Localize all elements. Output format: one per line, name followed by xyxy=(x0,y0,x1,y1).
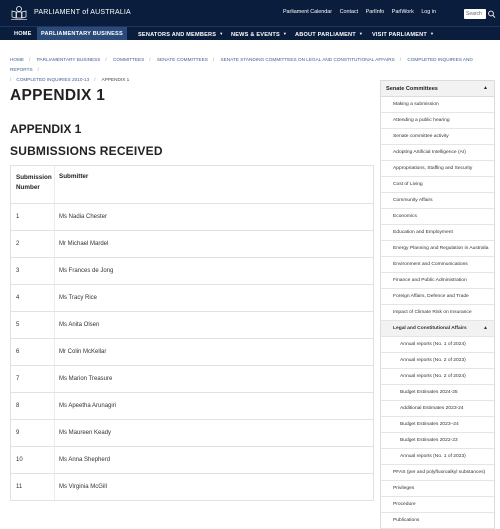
sidebar-item-label: Legal and Constitutional Affairs xyxy=(393,326,467,331)
nav-home-label: HOME xyxy=(14,31,32,37)
breadcrumb-separator: / xyxy=(399,57,402,62)
contact-link[interactable]: Contact xyxy=(339,9,359,15)
sidebar-item-label: Energy Planning and Regulation in Australia xyxy=(393,246,489,251)
collapse-arrow-icon[interactable]: ▲ xyxy=(483,325,488,331)
login-link[interactable]: Log in xyxy=(421,9,436,15)
sidebar-subitem[interactable] xyxy=(381,401,494,417)
sidebar-item[interactable] xyxy=(381,465,494,481)
sidebar-item-label: Community Affairs xyxy=(393,198,433,203)
sidebar-item[interactable] xyxy=(381,129,494,145)
column-divider xyxy=(54,285,55,311)
column-divider xyxy=(54,339,55,365)
column-header-number-line2: Number xyxy=(16,184,40,191)
table-row xyxy=(11,204,373,231)
sidebar-item-label: Senate committee activity xyxy=(393,134,449,139)
sidebar-subitem[interactable] xyxy=(381,433,494,449)
sidebar-item[interactable] xyxy=(381,113,494,129)
submission-number: 8 xyxy=(16,403,20,409)
sidebar-heading[interactable] xyxy=(381,81,494,97)
sidebar-item[interactable] xyxy=(381,497,494,513)
sidebar-subitem[interactable] xyxy=(381,449,494,465)
breadcrumb-parliamentary-business[interactable]: PARLIAMENTARY BUSINESS xyxy=(36,57,101,62)
sidebar-item-label: Additional Estimates 2023-24 xyxy=(400,406,464,411)
nav-visit-parliament[interactable] xyxy=(372,27,434,40)
submission-number: 9 xyxy=(16,430,20,436)
utility-links xyxy=(277,9,436,15)
search-input[interactable]: Search xyxy=(464,9,486,19)
nav-senators-and-members[interactable] xyxy=(138,27,223,40)
nav-home[interactable] xyxy=(14,27,32,40)
chevron-down-icon: ▼ xyxy=(282,31,288,36)
column-divider xyxy=(54,393,55,419)
sidebar-item-label: Budget Estimates 2023–24 xyxy=(400,422,459,427)
sidebar-item-label: Making a submission xyxy=(393,102,439,107)
collapse-arrow-icon[interactable]: ▲ xyxy=(483,85,488,91)
table-row xyxy=(11,312,373,339)
sidebar-subitem[interactable] xyxy=(381,385,494,401)
submitter-name: Mr Colin McKellar xyxy=(59,349,107,355)
page-title: APPENDIX 1 xyxy=(10,87,106,104)
submitter-name: Ms Virginia McGill xyxy=(59,484,107,490)
submission-number: 2 xyxy=(16,241,20,247)
sidebar-subitem[interactable] xyxy=(381,417,494,433)
table-row xyxy=(11,420,373,447)
submitter-name: Ms Nadia Chester xyxy=(59,214,108,220)
sidebar-item-label: Environment and Communications xyxy=(393,262,468,267)
sidebar-item-label: Publications xyxy=(393,518,420,523)
sidebar-item[interactable] xyxy=(381,241,494,257)
sidebar-item-label: Annual reports (No. 2 of 2023) xyxy=(400,358,466,363)
sidebar-item-label: Privileges xyxy=(393,486,415,491)
search-icon[interactable] xyxy=(487,9,496,19)
sidebar-item-label: Appropriations, Staffing and Security xyxy=(393,166,473,171)
sidebar-item-label: Procedure xyxy=(393,502,416,507)
sidebar-item[interactable] xyxy=(381,193,494,209)
parlwork-link[interactable]: ParlWork xyxy=(391,9,414,15)
parliament-calendar-link[interactable]: Parliament Calendar xyxy=(282,9,333,15)
coat-of-arms-logo[interactable] xyxy=(8,5,30,21)
sidebar-item[interactable] xyxy=(381,225,494,241)
nav-news-label: NEWS & EVENTS xyxy=(231,32,280,38)
submission-number: 6 xyxy=(16,349,20,355)
column-header-number-line1: Submission xyxy=(16,174,52,181)
submission-number: 10 xyxy=(16,457,23,463)
table-row xyxy=(11,366,373,393)
appendix-heading: APPENDIX 1 xyxy=(10,122,82,136)
submission-number: 1 xyxy=(16,214,20,220)
table-header xyxy=(11,166,373,204)
column-divider xyxy=(54,474,55,500)
sidebar-item-label: Annual reports (No. 1 of 2023) xyxy=(400,454,466,459)
sidebar-list xyxy=(381,97,494,529)
sidebar-item[interactable] xyxy=(381,177,494,193)
sidebar-item-label: Adopting Artificial Intelligence (AI) xyxy=(393,150,466,155)
breadcrumb-home[interactable]: HOME xyxy=(10,57,25,62)
site-name[interactable]: PARLIAMENT of AUSTRALIA xyxy=(34,9,131,16)
breadcrumb-completed-2010-13[interactable]: COMPLETED INQUIRIES 2010-13 xyxy=(16,77,90,82)
column-divider xyxy=(54,258,55,284)
submitter-name: Ms Frances de Jong xyxy=(59,268,114,274)
nav-senators-label: SENATORS AND MEMBERS xyxy=(138,32,217,38)
breadcrumb-separator: / xyxy=(37,67,39,72)
submitter-name: Ms Marion Treasure xyxy=(59,376,113,382)
column-header-number xyxy=(16,173,52,193)
sidebar-item-label: Budget Estimates 2024-25 xyxy=(400,390,458,395)
nav-parliamentary-business-label: PARLIAMENTARY BUSINESS xyxy=(41,31,123,37)
sidebar-item-label: PFAS (per and polyfluoroalkyl substances) xyxy=(393,470,486,475)
submitter-name: Ms Anna Shepherd xyxy=(59,457,111,463)
top-bar xyxy=(0,0,500,26)
sidebar-item[interactable] xyxy=(381,305,494,321)
sidebar-item-label: Foreign Affairs, Defence and Trade xyxy=(393,294,469,299)
table-row xyxy=(11,339,373,366)
column-divider xyxy=(54,312,55,338)
nav-news-events[interactable] xyxy=(231,27,287,40)
submitter-name: Ms Anita Olsen xyxy=(59,322,100,328)
column-divider xyxy=(54,204,55,230)
column-header-submitter: Submitter xyxy=(59,173,89,180)
nav-about-parliament[interactable] xyxy=(295,27,363,40)
chevron-down-icon: ▼ xyxy=(430,31,435,36)
sidebar-heading-label: Senate Committees xyxy=(386,86,438,92)
sidebar-item-label: Budget Estimates 2022-23 xyxy=(400,438,458,443)
breadcrumb-separator: / xyxy=(212,57,215,62)
sidebar-item[interactable] xyxy=(381,257,494,273)
sidebar-subitem[interactable] xyxy=(381,369,494,385)
submissions-table xyxy=(10,165,374,501)
chevron-down-icon: ▼ xyxy=(358,31,364,36)
sidebar-item-label: Cost of Living xyxy=(393,182,423,187)
submitter-name: Ms Maureen Keady xyxy=(59,430,112,436)
submitter-name: Ms Apeetha Arunagiri xyxy=(59,403,117,409)
sidebar-item[interactable] xyxy=(381,161,494,177)
breadcrumb-separator: / xyxy=(94,77,96,82)
sidebar-item-label: Finance and Public Administration xyxy=(393,278,467,283)
table-row xyxy=(11,285,373,312)
column-divider xyxy=(54,166,55,203)
submission-number: 4 xyxy=(16,295,20,301)
sidebar-nav xyxy=(380,80,495,529)
breadcrumb-separator: / xyxy=(149,57,151,62)
column-divider xyxy=(54,231,55,257)
column-divider xyxy=(54,447,55,473)
table-row xyxy=(11,258,373,285)
breadcrumb-legal-constitutional[interactable]: SENATE STANDING COMMITTEES ON LEGAL AND CONSTITUTIONAL AFFAIRS xyxy=(220,57,395,62)
sidebar-item[interactable] xyxy=(381,273,494,289)
submission-number: 11 xyxy=(16,484,23,490)
chevron-down-icon: ▼ xyxy=(219,31,224,36)
submissions-heading: SUBMISSIONS RECEIVED xyxy=(10,144,163,158)
sidebar-item-label: Attending a public hearing xyxy=(393,118,450,123)
sidebar-item-label: Annual reports (No. 1 of 2024) xyxy=(400,342,466,347)
nav-parliamentary-business[interactable] xyxy=(37,27,127,40)
nav-about-label: ABOUT PARLIAMENT xyxy=(295,32,356,38)
main-navigation xyxy=(0,26,500,40)
sidebar-item[interactable] xyxy=(381,145,494,161)
sidebar-item[interactable] xyxy=(381,481,494,497)
submission-number: 3 xyxy=(16,268,20,274)
sidebar-item-label: Impact of Climate Risk on Insurance xyxy=(393,310,472,315)
breadcrumb-completed-inquiries[interactable]: COMPLETED INQUIRIES AND REPORTS xyxy=(10,57,473,72)
breadcrumb-separator: / xyxy=(29,57,31,62)
breadcrumb-current: APPENDIX 1 xyxy=(101,77,130,82)
submitter-name: Ms Tracy Rice xyxy=(59,295,98,301)
submission-number: 7 xyxy=(16,376,20,382)
column-divider xyxy=(54,420,55,446)
table-row xyxy=(11,447,373,474)
sidebar-subitem[interactable] xyxy=(381,353,494,369)
sidebar-item[interactable] xyxy=(381,289,494,305)
breadcrumb-separator: / xyxy=(10,77,12,82)
sidebar-item[interactable] xyxy=(381,97,494,113)
sidebar-item-label: Education and Employment xyxy=(393,230,453,235)
parlinfo-link[interactable]: ParlInfo xyxy=(365,9,385,15)
submission-number: 5 xyxy=(16,322,20,328)
table-row xyxy=(11,393,373,420)
table-row xyxy=(11,474,373,501)
table-row xyxy=(11,231,373,258)
nav-visit-label: VISIT PARLIAMENT xyxy=(372,32,427,38)
sidebar-item[interactable] xyxy=(381,321,494,337)
sidebar-item-label: Economics xyxy=(393,214,417,219)
sidebar-item[interactable] xyxy=(381,513,494,529)
breadcrumb-separator: / xyxy=(105,57,107,62)
submitter-name: Mr Michael Mardel xyxy=(59,241,109,247)
breadcrumb-senate-committees[interactable]: SENATE COMMITTEES xyxy=(156,57,208,62)
column-divider xyxy=(54,366,55,392)
sidebar-item[interactable] xyxy=(381,209,494,225)
breadcrumb-committees[interactable]: COMMITTEES xyxy=(113,57,145,62)
sidebar-subitem[interactable] xyxy=(381,337,494,353)
sidebar-item-label: Annual reports (No. 2 of 2024) xyxy=(400,374,466,379)
